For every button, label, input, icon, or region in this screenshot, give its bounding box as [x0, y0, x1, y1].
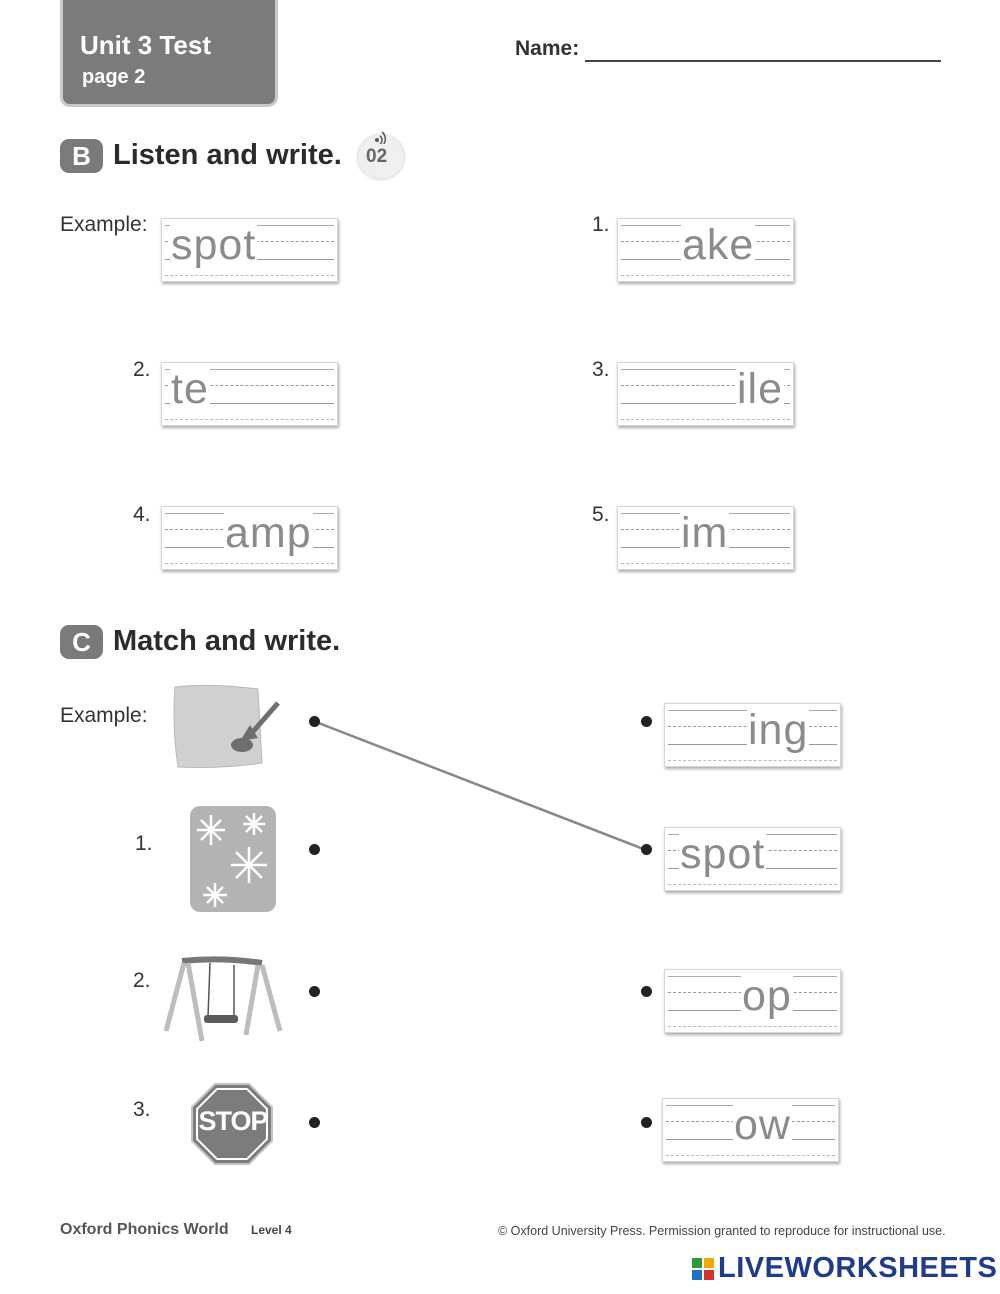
name-label: Name: [515, 37, 580, 60]
match-dot-left[interactable] [309, 1117, 320, 1128]
section-b-badge: B [60, 139, 103, 173]
word-ile: ile [737, 365, 784, 413]
word-te: te [171, 365, 209, 413]
liveworksheets-watermark[interactable]: LIVEWORKSHEETS [718, 1252, 998, 1284]
match-dot-left[interactable] [309, 844, 320, 855]
match-dot-right[interactable] [641, 1117, 652, 1128]
match-dot-left[interactable] [309, 716, 320, 727]
level-label: Level 4 [251, 1223, 292, 1237]
writing-box-c-a[interactable] [664, 703, 841, 767]
match-line [310, 715, 655, 860]
example-label-c: Example: [60, 704, 148, 727]
snowflakes-icon [189, 805, 277, 913]
section-c-title: Match and write. [113, 625, 341, 657]
liveworksheets-logo-icon [692, 1258, 714, 1280]
spot-stain-icon [170, 683, 285, 771]
example-label-b: Example: [60, 213, 148, 236]
word-spot: spot [171, 221, 257, 269]
match-dot-left[interactable] [309, 986, 320, 997]
word-ow: ow [734, 1101, 791, 1149]
writing-box-4[interactable] [161, 506, 338, 570]
match-dot-right[interactable] [641, 844, 652, 855]
item-number: 4. [133, 503, 151, 526]
item-number: 5. [592, 503, 610, 526]
writing-box-c-b[interactable] [664, 827, 841, 891]
audio-track-number: 02 [366, 146, 388, 167]
writing-box-example[interactable] [161, 218, 338, 282]
writing-box-c-c[interactable] [664, 969, 841, 1033]
word-op: op [742, 972, 792, 1020]
writing-box-5[interactable] [617, 506, 794, 570]
writing-box-c-d[interactable] [662, 1098, 839, 1162]
word-im: im [681, 509, 729, 557]
audio-waves-icon [373, 128, 389, 144]
unit-page: page 2 [82, 66, 146, 88]
word-ing: ing [748, 706, 809, 754]
section-b-title: Listen and write. [113, 139, 342, 171]
item-number: 2. [133, 969, 151, 992]
unit-title: Unit 3 Test [80, 30, 211, 60]
item-number: 1. [592, 213, 610, 236]
item-number: 3. [133, 1098, 151, 1121]
writing-box-3[interactable] [617, 362, 794, 426]
item-number: 1. [135, 832, 153, 855]
word-ake: ake [682, 221, 755, 269]
brand-name: Oxford Phonics World [60, 1221, 229, 1238]
word-amp: amp [225, 509, 312, 557]
word-spot-match: spot [680, 830, 766, 878]
match-dot-right[interactable] [641, 716, 652, 727]
item-number: 2. [133, 358, 151, 381]
writing-box-1[interactable] [617, 218, 794, 282]
stop-sign-text: STOP [198, 1106, 268, 1136]
name-field[interactable] [585, 60, 941, 62]
writing-box-2[interactable] [161, 362, 338, 426]
item-number: 3. [592, 358, 610, 381]
swing-icon [162, 955, 284, 1045]
section-c-badge: C [60, 625, 103, 659]
match-dot-right[interactable] [641, 986, 652, 997]
copyright-notice: © Oxford University Press. Permission granted to reproduce for instructional use. [498, 1224, 946, 1238]
